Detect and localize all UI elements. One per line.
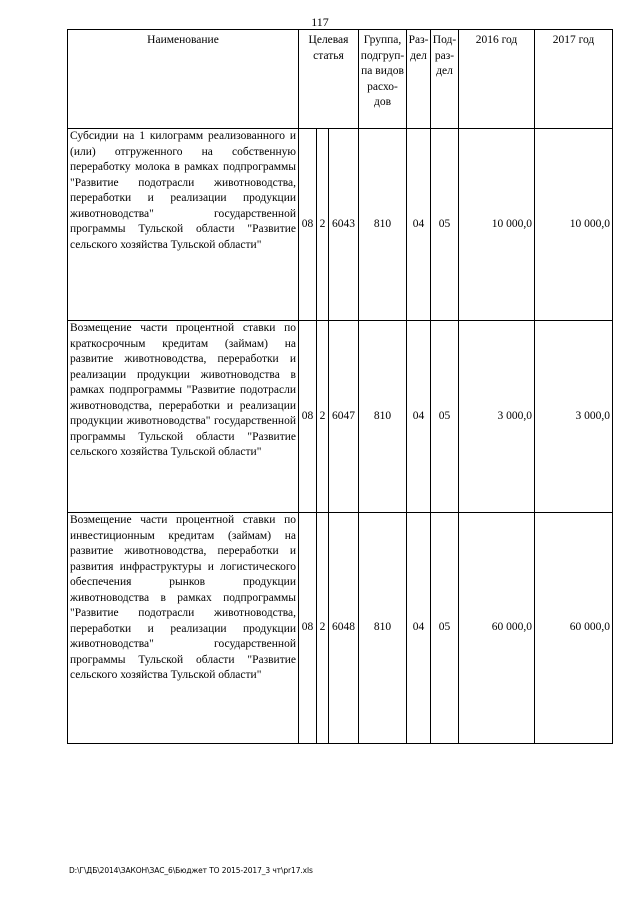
row-program-code: 08 (299, 129, 317, 321)
row-expense-group: 810 (359, 321, 407, 513)
row-section: 04 (407, 129, 431, 321)
row-name: Возмещение части процентной ставки по инвестиционным кредитам (займам) на развитие животноводства, переработки и развития инфраструктуры и логистического обеспечения рынков продукции животноводства в рамках подпрограммы "Развитие подотрасли животноводства, переработки и реализации продукции животноводства" государственной программы Тульской области "Развитие сельского хозяйства Тульской области" (68, 513, 299, 744)
row-article-code: 6047 (329, 321, 359, 513)
row-subsection: 05 (431, 129, 459, 321)
page-number: 117 (311, 15, 329, 29)
row-subsection: 05 (431, 321, 459, 513)
header-year-2017: 2017 год (535, 30, 613, 129)
header-name: Наименование (68, 30, 299, 129)
row-subprogram-code: 2 (317, 129, 329, 321)
budget-table (67, 29, 613, 744)
row-sum-2016: 60 000,0 (459, 513, 535, 744)
row-section: 04 (407, 321, 431, 513)
row-sum-2017: 60 000,0 (535, 513, 613, 744)
row-name: Возмещение части процентной ставки по краткосрочным кредитам (займам) на развитие животноводства, переработки и реализации продукции животноводства в рамках подпрограммы "Развитие подотрасли животноводства, переработки и реализации продукции животноводства" государственной программы Тульской области "Развитие сельского хозяйства Тульской области" (68, 321, 299, 513)
table-row (68, 321, 613, 513)
row-subprogram-code: 2 (317, 513, 329, 744)
row-program-code: 08 (299, 513, 317, 744)
footer-file-path: D:\Г\ДБ\2014\ЗАКОН\ЗАС_6\Бюджет ТО 2015-2017_3 чт\pr17.xls (69, 866, 313, 875)
row-expense-group: 810 (359, 129, 407, 321)
row-article-code: 6043 (329, 129, 359, 321)
row-subprogram-code: 2 (317, 321, 329, 513)
table-row (68, 513, 613, 744)
table-header-row (68, 30, 613, 129)
header-subsection: Под-раз-дел (431, 30, 459, 129)
row-expense-group: 810 (359, 513, 407, 744)
header-year-2016: 2016 год (459, 30, 535, 129)
row-sum-2016: 10 000,0 (459, 129, 535, 321)
header-section: Раз-дел (407, 30, 431, 129)
row-program-code: 08 (299, 321, 317, 513)
row-sum-2017: 10 000,0 (535, 129, 613, 321)
row-sum-2016: 3 000,0 (459, 321, 535, 513)
row-section: 04 (407, 513, 431, 744)
table-row (68, 129, 613, 321)
header-target-article: Целевая статья (299, 30, 359, 129)
row-name: Субсидии на 1 килограмм реализованного и (или) отгруженного на собственную переработку молока в рамках подпрограммы "Развитие подотрасли животноводства, переработки и реализации продукции животноводства" государственной программы Тульской области "Развитие сельского хозяйства Тульской области" (68, 129, 299, 321)
row-sum-2017: 3 000,0 (535, 321, 613, 513)
row-article-code: 6048 (329, 513, 359, 744)
row-subsection: 05 (431, 513, 459, 744)
header-expense-group: Группа, подгруп-па видов расхо-дов (359, 30, 407, 129)
